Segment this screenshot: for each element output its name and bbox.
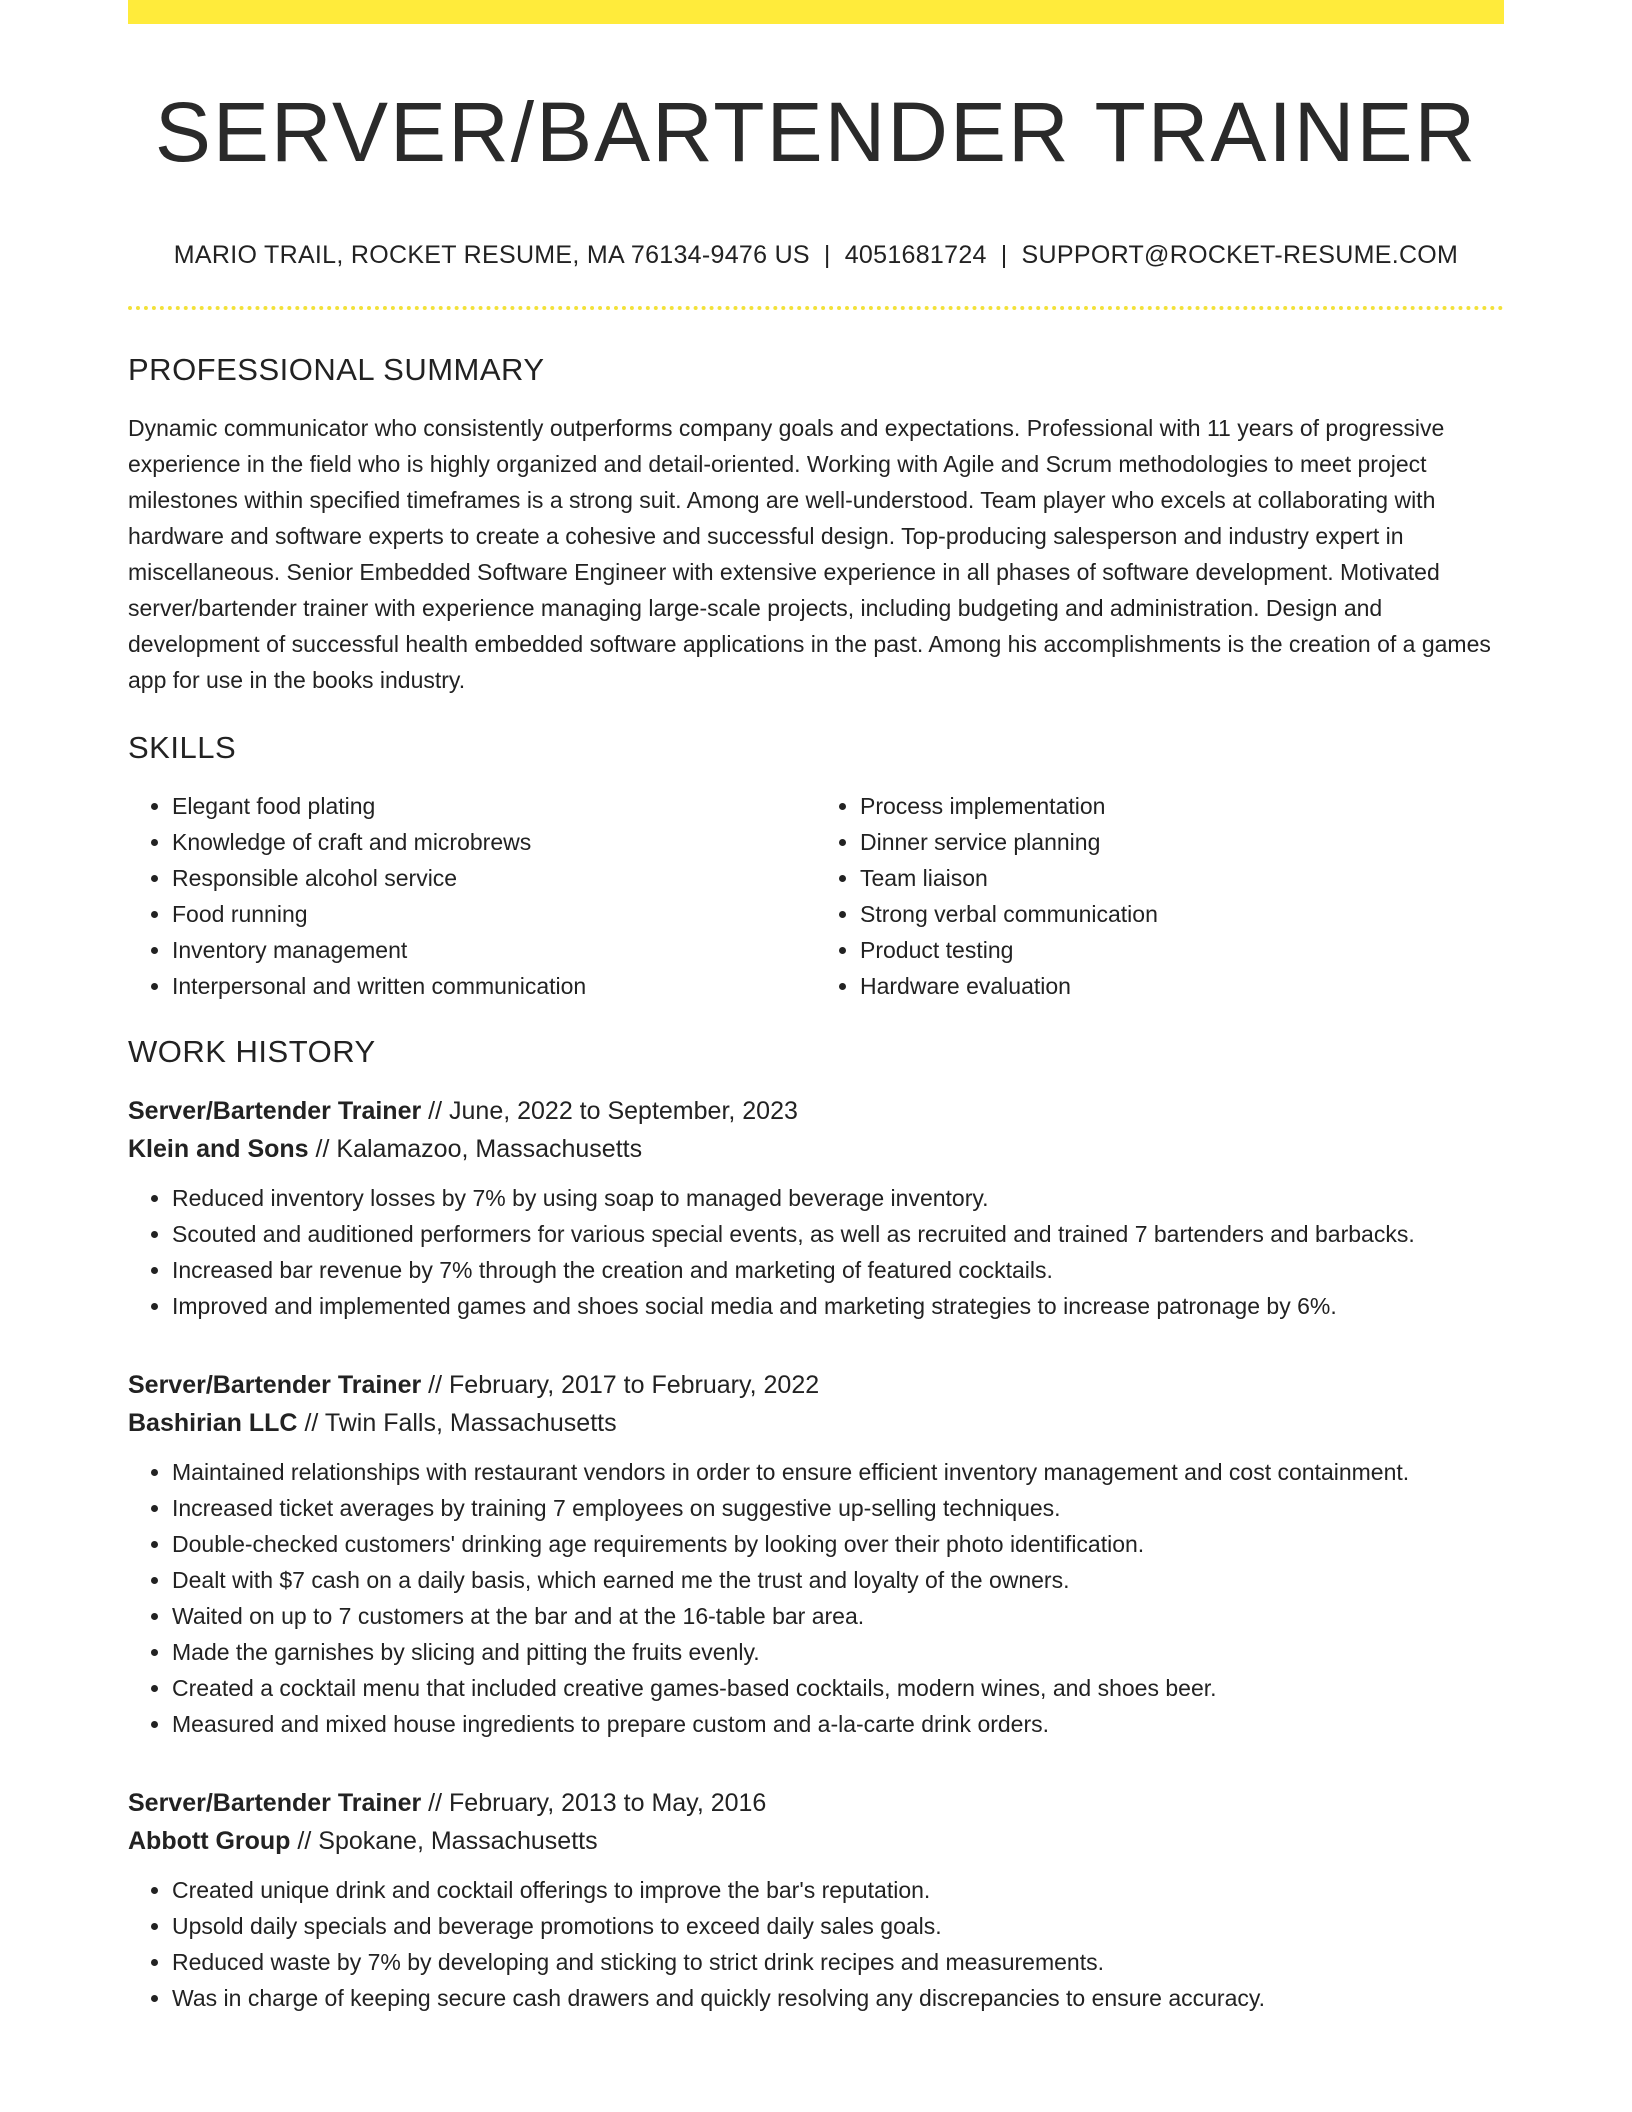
- accent-bar: [128, 0, 1504, 24]
- job-entry: [128, 1092, 1504, 1324]
- job-divider: //: [315, 1135, 330, 1163]
- skills-list: [128, 788, 1504, 1004]
- job-bullet: • Created a cocktail menu that included creative games-based cocktails, modern wines, and shoes beer.: [172, 1670, 1504, 1706]
- job-bullet: • Reduced inventory losses by 7% by using soap to managed beverage inventory.: [172, 1180, 1504, 1216]
- job-title: Server/Bartender Trainer: [128, 1371, 422, 1399]
- job-company-line: [128, 1822, 1504, 1860]
- job-dates: February, 2013 to May, 2016: [449, 1789, 767, 1817]
- job-bullets: [128, 1872, 1504, 2016]
- skill-item: • Dinner service planning: [860, 824, 1504, 860]
- job-title: Server/Bartender Trainer: [128, 1097, 422, 1125]
- contact-line: [128, 238, 1504, 272]
- contact-email: SUPPORT@ROCKET-RESUME.COM: [1021, 241, 1459, 269]
- skill-item: • Inventory management: [172, 932, 816, 968]
- skills-heading: SKILLS: [128, 730, 237, 765]
- contact-separator: |: [823, 241, 831, 269]
- job-bullets: [128, 1180, 1504, 1324]
- job-bullet: • Scouted and auditioned performers for various special events, as well as recruited and trained 7 bartenders and barbacks.: [172, 1216, 1504, 1252]
- job-dates: June, 2022 to September, 2023: [449, 1097, 798, 1125]
- job-title-line: [128, 1092, 1504, 1130]
- job-bullet: • Dealt with $7 cash on a daily basis, which earned me the trust and loyalty of the owners.: [172, 1562, 1504, 1598]
- job-divider: //: [428, 1097, 443, 1125]
- skill-item: • Interpersonal and written communication: [172, 968, 816, 1004]
- skill-item: • Responsible alcohol service: [172, 860, 816, 896]
- job-divider: //: [428, 1371, 443, 1399]
- job-bullet: • Maintained relationships with restaurant vendors in order to ensure efficient inventory management and cost containment.: [172, 1454, 1504, 1490]
- skill-item: • Team liaison: [860, 860, 1504, 896]
- header-divider: [128, 306, 1504, 310]
- job-bullet: • Increased ticket averages by training 7 employees on suggestive up-selling techniques.: [172, 1490, 1504, 1526]
- skill-item: • Hardware evaluation: [860, 968, 1504, 1004]
- job-bullet: • Measured and mixed house ingredients to prepare custom and a-la-carte drink orders.: [172, 1706, 1504, 1742]
- job-bullet: • Was in charge of keeping secure cash drawers and quickly resolving any discrepancies to ensure accuracy.: [172, 1980, 1504, 2016]
- job-bullet: • Reduced waste by 7% by developing and sticking to strict drink recipes and measurements.: [172, 1944, 1504, 1980]
- job-bullet: • Improved and implemented games and shoes social media and marketing strategies to increase patronage by 6%.: [172, 1288, 1504, 1324]
- job-company: Klein and Sons: [128, 1135, 309, 1163]
- summary-heading: PROFESSIONAL SUMMARY: [128, 352, 545, 387]
- contact-separator: |: [1000, 241, 1008, 269]
- skill-item: • Knowledge of craft and microbrews: [172, 824, 816, 860]
- job-divider: //: [428, 1789, 443, 1817]
- job-bullet: • Upsold daily specials and beverage promotions to exceed daily sales goals.: [172, 1908, 1504, 1944]
- job-location: Kalamazoo, Massachusetts: [336, 1135, 643, 1163]
- skill-item: • Process implementation: [860, 788, 1504, 824]
- job-bullet: • Waited on up to 7 customers at the bar and at the 16-table bar area.: [172, 1598, 1504, 1634]
- job-company-line: [128, 1130, 1504, 1168]
- job-bullet: • Made the garnishes by slicing and pitting the fruits evenly.: [172, 1634, 1504, 1670]
- job-bullet: • Created unique drink and cocktail offerings to improve the bar's reputation.: [172, 1872, 1504, 1908]
- job-company-line: [128, 1404, 1504, 1442]
- job-bullets: [128, 1454, 1504, 1742]
- job-title-line: [128, 1784, 1504, 1822]
- work-history-heading: WORK HISTORY: [128, 1034, 376, 1069]
- job-dates: February, 2017 to February, 2022: [449, 1371, 820, 1399]
- job-location: Twin Falls, Massachusetts: [324, 1409, 617, 1437]
- job-entry: [128, 1366, 1504, 1742]
- resume-title: SERVER/BARTENDER TRAINER: [154, 85, 1478, 179]
- job-company: Bashirian LLC: [128, 1409, 298, 1437]
- job-bullet: • Double-checked customers' drinking age requirements by looking over their photo identification.: [172, 1526, 1504, 1562]
- skill-item: • Product testing: [860, 932, 1504, 968]
- skill-item: • Elegant food plating: [172, 788, 816, 824]
- job-divider: //: [297, 1827, 312, 1855]
- contact-address: MARIO TRAIL, ROCKET RESUME, MA 76134-9476 US: [173, 241, 810, 269]
- skill-item: • Strong verbal communication: [860, 896, 1504, 932]
- job-title-line: [128, 1366, 1504, 1404]
- job-bullet: • Increased bar revenue by 7% through the creation and marketing of featured cocktails.: [172, 1252, 1504, 1288]
- job-divider: //: [304, 1409, 319, 1437]
- job-title: Server/Bartender Trainer: [128, 1789, 422, 1817]
- contact-phone: 4051681724: [844, 241, 987, 269]
- job-entry: [128, 1784, 1504, 2016]
- job-company: Abbott Group: [128, 1827, 291, 1855]
- summary-text: Dynamic communicator who consistently outperforms company goals and expectations. Professional with 11 years of progressive experience in the field who is highly organized and detail-oriented. Working with Agile and Scrum methodologies to meet project milestones within specified timeframes is a strong suit. Among are well-understood. Team player who excels at collaborating with hardware and software experts to create a cohesive and successful design. Top-producing salesperson and industry expert in miscellaneous. Senior Embedded Software Engineer with extensive experience in all phases of software development. Motivated server/bartender trainer with experience managing large-scale projects, including budgeting and administration. Design and development of successful health embedded software applications in the past. Among his accomplishments is the creation of a games app for use in the books industry.: [128, 415, 1491, 693]
- skill-item: • Food running: [172, 896, 816, 932]
- resume-content: [128, 350, 1504, 2058]
- job-location: Spokane, Massachusetts: [318, 1827, 598, 1855]
